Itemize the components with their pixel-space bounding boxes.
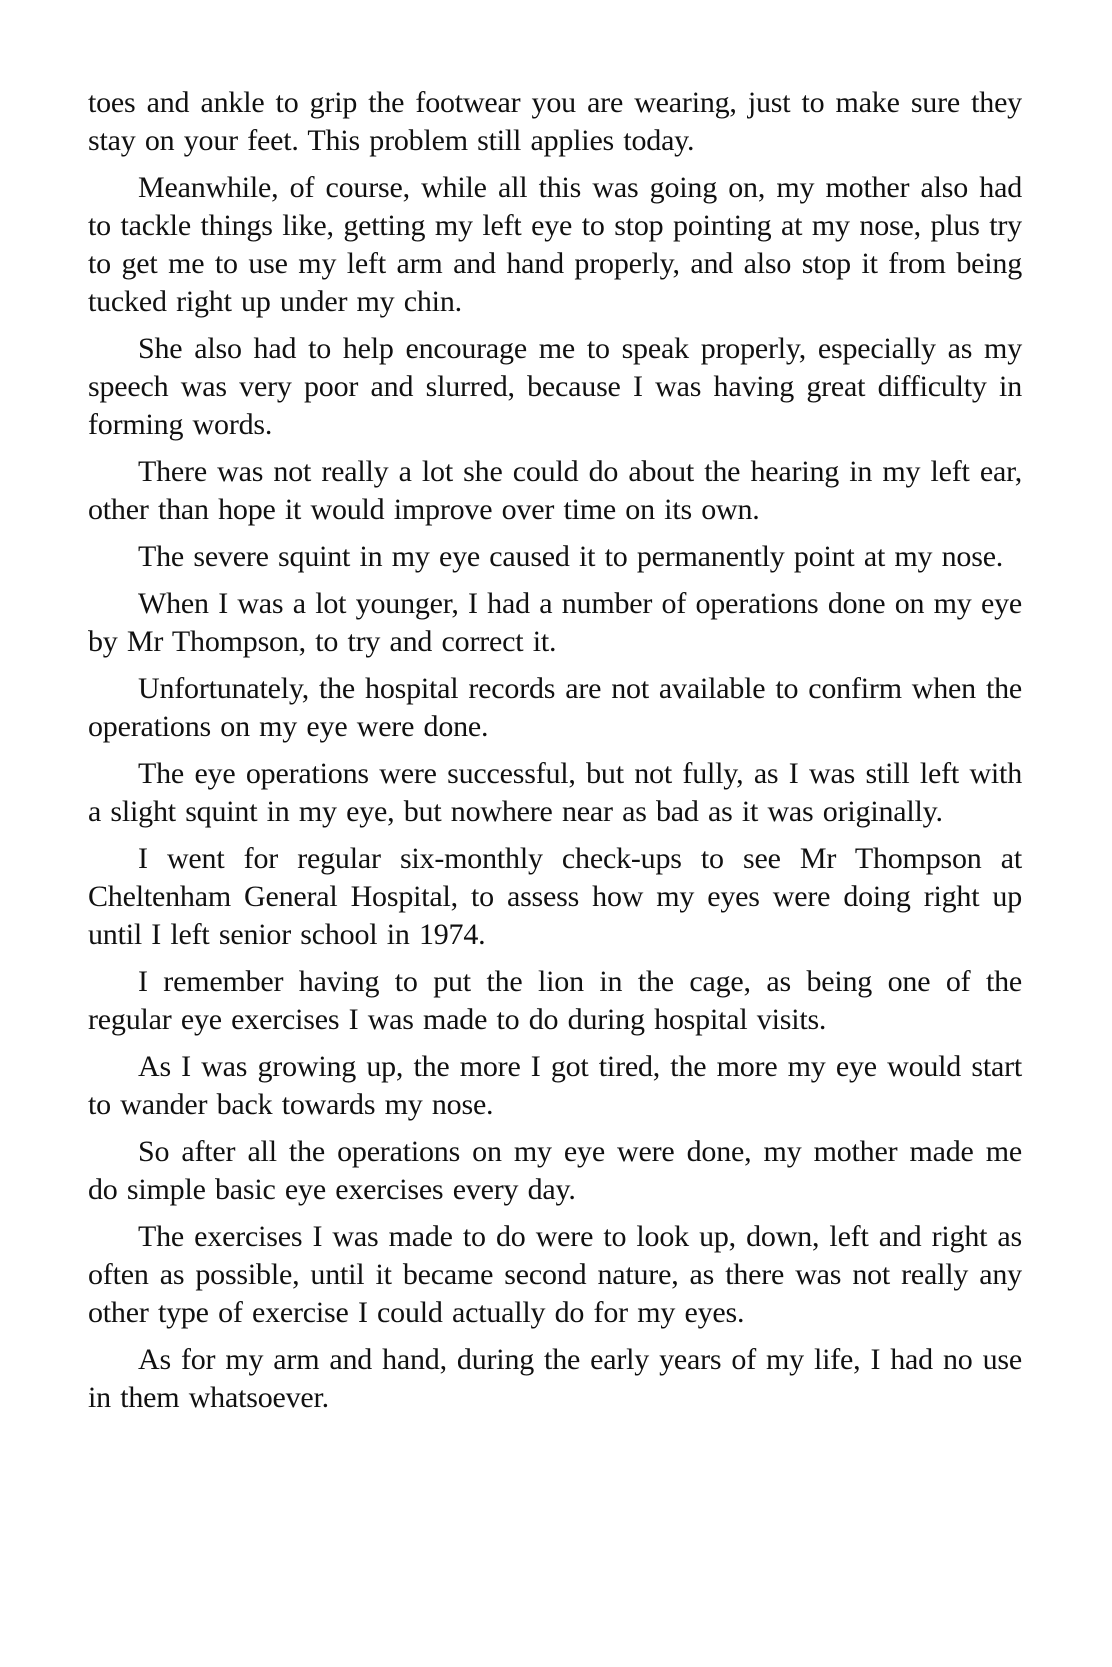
paragraph: The exercises I was made to do were to look up, down, left and right as often as possible, until it became second nature, as there was not really any other type of exercise I could actually do for my eyes. — [88, 1220, 1022, 1329]
paragraph: Unfortunately, the hospital records are not available to confirm when the operations on my eye were done. — [88, 672, 1022, 743]
paragraph: I remember having to put the lion in the cage, as being one of the regular eye exercises I was made to do during hospital visits. — [88, 965, 1022, 1036]
paragraph: There was not really a lot she could do about the hearing in my left ear, other than hope it would improve over time on its own. — [88, 455, 1022, 526]
page-text-block — [88, 84, 1022, 1417]
paragraph: The severe squint in my eye caused it to permanently point at my nose. — [138, 540, 1004, 573]
paragraph: Meanwhile, of course, while all this was going on, my mother also had to tackle things like, getting my left eye to stop pointing at my nose, plus try to get me to use my left arm and hand properly, and also stop it from being tucked right up under my chin. — [88, 171, 1022, 318]
paragraph: When I was a lot younger, I had a number of operations done on my eye by Mr Thompson, to try and correct it. — [88, 587, 1022, 658]
paragraph: toes and ankle to grip the footwear you are wearing, just to make sure they stay on your feet. This problem still applies today. — [88, 86, 1022, 157]
paragraph: As for my arm and hand, during the early years of my life, I had no use in them whatsoever. — [88, 1343, 1022, 1414]
paragraph: The eye operations were successful, but not fully, as I was still left with a slight squint in my eye, but nowhere near as bad as it was originally. — [88, 757, 1022, 828]
paragraph: So after all the operations on my eye were done, my mother made me do simple basic eye exercises every day. — [88, 1135, 1022, 1206]
paragraph: She also had to help encourage me to speak properly, especially as my speech was very poor and slurred, because I was having great difficulty in forming words. — [88, 332, 1022, 441]
paragraph: I went for regular six-monthly check-ups to see Mr Thompson at Cheltenham General Hospital, to assess how my eyes were doing right up until I left senior school in 1974. — [88, 842, 1022, 951]
paragraph: As I was growing up, the more I got tired, the more my eye would start to wander back towards my nose. — [88, 1050, 1022, 1121]
